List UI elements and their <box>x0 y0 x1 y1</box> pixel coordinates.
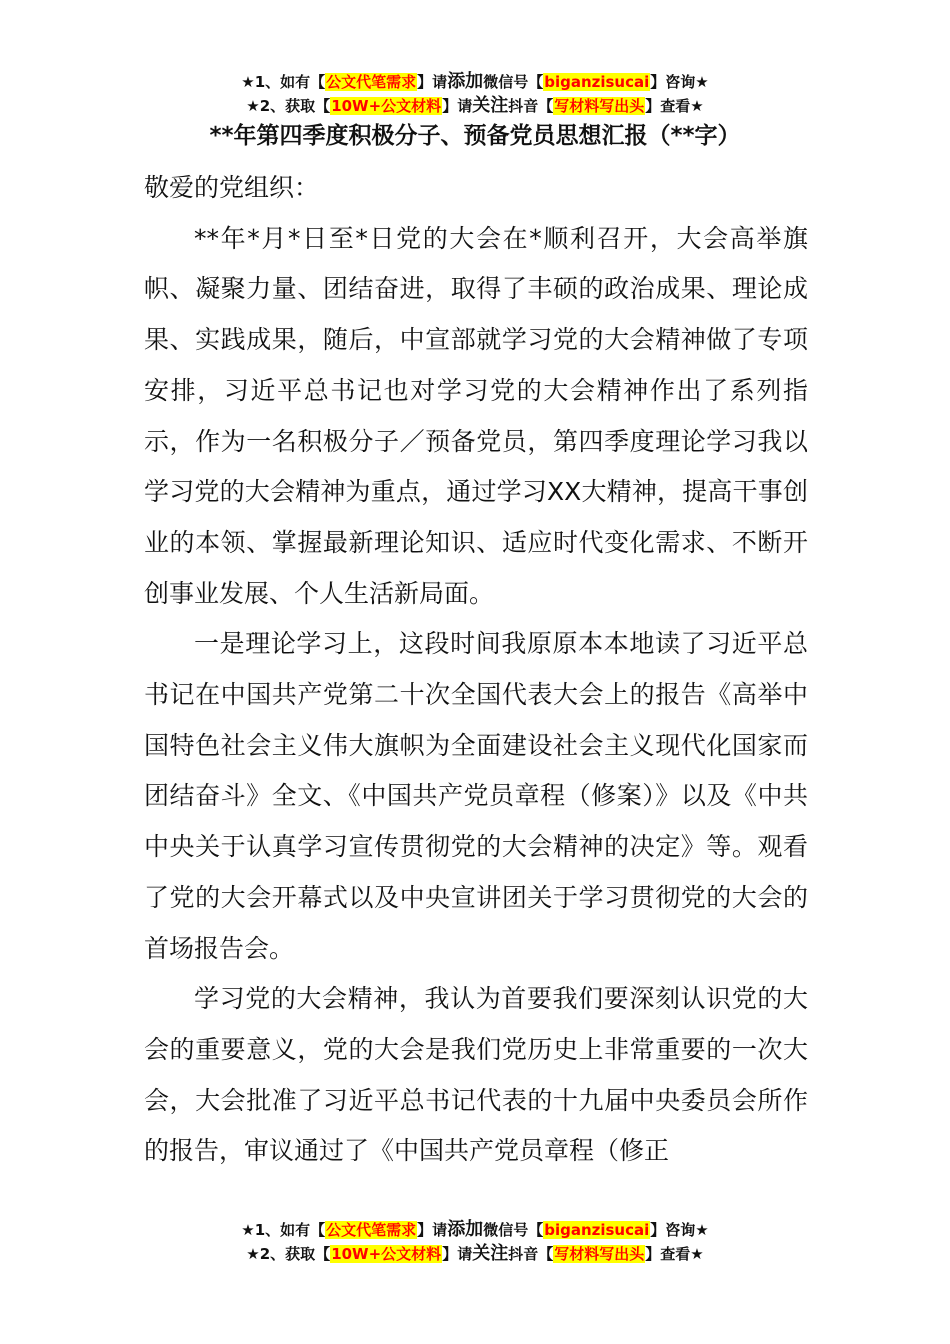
promo-text: 】请 <box>442 97 473 115</box>
promo-text: 抖音【 <box>508 1245 554 1263</box>
promo-text-emphasis: 关注 <box>472 95 509 116</box>
promo-text: ★2、获取【 <box>246 1245 331 1263</box>
promo-text: 】查看★ <box>645 1245 704 1263</box>
promo-text: ★1、如有【 <box>241 1221 326 1239</box>
promo-text: 】咨询★ <box>650 73 709 91</box>
promo-text: 】请 <box>417 73 448 91</box>
promo-line-2 <box>0 1242 950 1266</box>
body-paragraph: **年*月*日至*日党的大会在*顺利召开，大会高举旗帜、凝聚力量、团结奋进，取得了丰硕的政治成果、理论成果、实践成果，随后，中宣部就学习党的大会精神做了专项安排，习近平总书记也对学习党的大会精神作出了系列指示，作为一名积极分子／预备党员，第四季度理论学习我以学习党的大会精神为重点，通过学习XX大精神，提高干事创业的本领、掌握最新理论知识、适应时代变化需求、不断开创事业发展、个人生活新局面。 <box>144 223 808 608</box>
promo-text: ★2、获取【 <box>246 97 331 115</box>
promo-line-2 <box>0 94 950 118</box>
promo-text-emphasis: 关注 <box>472 1243 509 1264</box>
salutation: 敬爱的党组织： <box>144 173 320 202</box>
promo-text: 微信号【 <box>483 73 544 91</box>
promo-text: 微信号【 <box>483 1221 544 1239</box>
highlight-wechat-id: biganzisucai <box>544 1221 650 1239</box>
promo-text: 】请 <box>417 1221 448 1239</box>
promo-text: 抖音【 <box>508 97 554 115</box>
highlight-materials: 10W+公文材料 <box>331 97 442 115</box>
highlight-service: 公文代笔需求 <box>326 1221 417 1239</box>
promo-line-1 <box>0 1218 950 1242</box>
promo-text: 】查看★ <box>645 97 704 115</box>
promo-line-1 <box>0 70 950 94</box>
promo-banner-top <box>0 70 950 118</box>
body-paragraph: 一是理论学习上，这段时间我原原本本地读了习近平总书记在中国共产党第二十次全国代表大会上的报告《高举中国特色社会主义伟大旗帜为全面建设社会主义现代化国家而团结奋斗》全文、《中国共产党员章程（修案）》以及《中共中央关于认真学习宣传贯彻党的大会精神的决定》等。观看了党的大会开幕式以及中央宣讲团关于学习贯彻党的大会的首场报告会。 <box>144 629 808 963</box>
highlight-service: 公文代笔需求 <box>326 73 417 91</box>
document-body <box>144 163 808 1177</box>
promo-banner-bottom <box>0 1218 950 1266</box>
promo-text: 】请 <box>442 1245 473 1263</box>
promo-text: 】咨询★ <box>650 1221 709 1239</box>
promo-text-emphasis: 添加 <box>447 71 484 92</box>
document-title: **年第四季度积极分子、预备党员思想汇报（**字） <box>209 123 741 149</box>
promo-text-emphasis: 添加 <box>447 1219 484 1240</box>
highlight-douyin-account: 写材料写出头 <box>554 97 645 115</box>
highlight-materials: 10W+公文材料 <box>331 1245 442 1263</box>
highlight-douyin-account: 写材料写出头 <box>554 1245 645 1263</box>
body-paragraph: 学习党的大会精神，我认为首要我们要深刻认识党的大会的重要意义，党的大会是我们党历史上非常重要的一次大会，大会批准了习近平总书记代表的十九届中央委员会所作的报告，审议通过了《中国共产党员章程（修正 <box>144 984 808 1166</box>
highlight-wechat-id: biganzisucai <box>544 73 650 91</box>
promo-text: ★1、如有【 <box>241 73 326 91</box>
